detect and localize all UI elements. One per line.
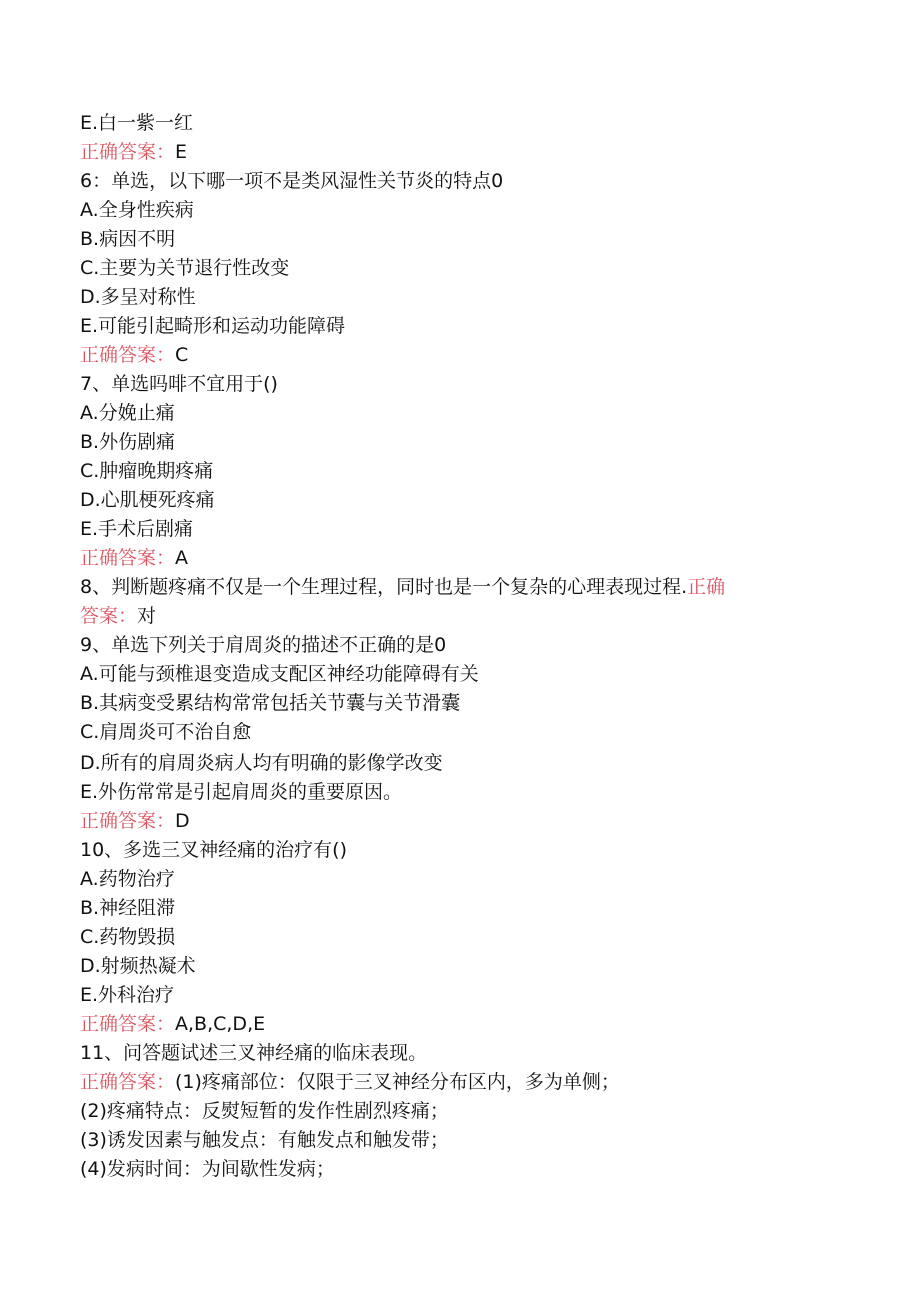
- question-text: 6：单选，以下哪一项不是类风湿性关节炎的特点0: [80, 170, 504, 192]
- answer-label: 正确答案：: [80, 1071, 176, 1093]
- answer-label: 正确答案：: [80, 141, 176, 163]
- option-a: [80, 198, 840, 222]
- answer-value: (1)疼痛部位：仅限于三叉神经分布区内，多为单侧；: [175, 1071, 620, 1093]
- option-c: [80, 925, 840, 949]
- question-10: [80, 838, 840, 862]
- option-b: [80, 896, 840, 920]
- option-e: [80, 314, 840, 338]
- option-c: [80, 720, 840, 744]
- option-text: C.肿瘤晚期疼痛: [80, 460, 214, 482]
- option-e: [80, 111, 840, 135]
- answer-continuation: [80, 1128, 840, 1152]
- answer-line: [80, 140, 840, 164]
- option-b: [80, 430, 840, 454]
- option-a: [80, 401, 840, 425]
- answer-label: 正确答案：: [80, 344, 176, 366]
- answer-line: [80, 604, 840, 628]
- option-d: [80, 285, 840, 309]
- answer-label: 正确答案：: [80, 810, 176, 832]
- answer-label: 正确答案：: [80, 1013, 176, 1035]
- answer-line: [80, 1070, 840, 1094]
- answer-label-end: 答案：: [80, 605, 138, 627]
- answer-continuation: [80, 1099, 840, 1123]
- option-text: B.外伤剧痛: [80, 431, 176, 453]
- question-11: [80, 1041, 840, 1065]
- option-text: B.其病变受累结构常常包括关节囊与关节滑囊: [80, 692, 461, 714]
- answer-value: 对: [137, 605, 157, 627]
- question-text: 8、判断题疼痛不仅是一个生理过程，同时也是一个复杂的心理表现过程.: [80, 576, 688, 598]
- option-b: [80, 227, 840, 251]
- question-9: [80, 633, 840, 657]
- option-text: A.可能与颈椎退变造成支配区神经功能障碍有关: [80, 663, 479, 685]
- question-6: [80, 169, 840, 193]
- option-d: [80, 751, 840, 775]
- option-e: [80, 517, 840, 541]
- answer-label: 正确答案：: [80, 547, 176, 569]
- answer-value: A: [175, 547, 189, 569]
- option-text: A.药物治疗: [80, 868, 175, 890]
- option-c: [80, 459, 840, 483]
- question-text: 10、多选三叉神经痛的治疗有(): [80, 839, 348, 861]
- option-text: C.主要为关节退行性改变: [80, 257, 290, 279]
- option-text: D.射频热凝术: [80, 955, 196, 977]
- option-a: [80, 662, 840, 686]
- option-text: B.神经阻滞: [80, 897, 176, 919]
- line-text: E.白一紫一红: [80, 112, 194, 134]
- question-text: 9、单选下列关于肩周炎的描述不正确的是0: [80, 634, 447, 656]
- option-text: C.肩周炎可不治自愈: [80, 721, 252, 743]
- option-text: B.病因不明: [80, 228, 176, 250]
- answer-text: (3)诱发因素与触发点：有触发点和触发带；: [80, 1129, 449, 1151]
- option-c: [80, 256, 840, 280]
- option-text: C.药物毁损: [80, 926, 176, 948]
- question-8: [80, 575, 840, 599]
- answer-line: [80, 343, 840, 367]
- option-text: D.所有的肩周炎病人均有明确的影像学改变: [80, 752, 443, 774]
- answer-continuation: [80, 1157, 840, 1181]
- answer-text: (4)发病时间：为间歇性发病；: [80, 1158, 335, 1180]
- answer-value: E: [175, 141, 188, 163]
- option-a: [80, 867, 840, 891]
- answer-line: [80, 546, 840, 570]
- option-text: E.外科治疗: [80, 984, 175, 1006]
- option-text: A.分娩止痛: [80, 402, 175, 424]
- question-7: [80, 372, 840, 396]
- question-text: 11、问答题试述三叉神经痛的临床表现。: [80, 1042, 428, 1064]
- answer-value: C: [175, 344, 189, 366]
- option-e: [80, 780, 840, 804]
- option-text: D.心肌梗死疼痛: [80, 489, 215, 511]
- answer-value: A,B,C,D,E: [175, 1013, 266, 1035]
- option-e: [80, 983, 840, 1007]
- option-b: [80, 691, 840, 715]
- option-text: D.多呈对称性: [80, 286, 196, 308]
- option-text: E.外伤常常是引起肩周炎的重要原因。: [80, 781, 403, 803]
- option-d: [80, 488, 840, 512]
- answer-text: (2)疼痛特点：反熨短暂的发作性剧烈疼痛；: [80, 1100, 449, 1122]
- answer-label-start: 正确: [687, 576, 726, 598]
- option-text: E.可能引起畸形和运动功能障碍: [80, 315, 346, 337]
- option-text: E.手术后剧痛: [80, 518, 194, 540]
- answer-line: [80, 809, 840, 833]
- answer-line: [80, 1012, 840, 1036]
- option-d: [80, 954, 840, 978]
- answer-value: D: [175, 810, 190, 832]
- question-text: 7、单选吗啡不宜用于(): [80, 373, 278, 395]
- option-text: A.全身性疾病: [80, 199, 194, 221]
